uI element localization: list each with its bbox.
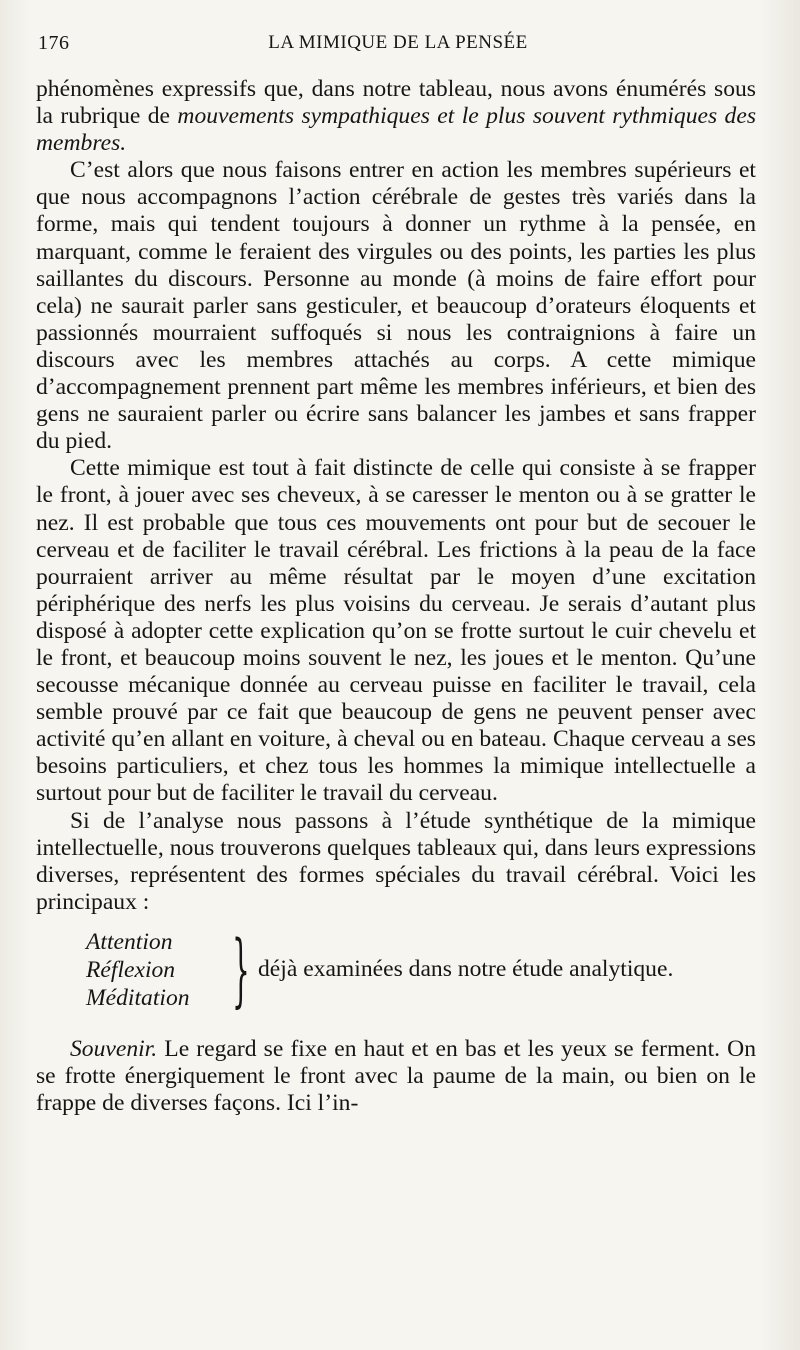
page-number: 176 bbox=[38, 32, 70, 54]
paragraph-5-italic: Souvenir. bbox=[70, 1035, 158, 1062]
faculties-items bbox=[86, 928, 190, 1012]
paragraph-1 bbox=[36, 76, 756, 157]
running-head bbox=[38, 32, 758, 60]
list-note: déjà examinées dans notre étude analytique. bbox=[258, 955, 674, 982]
paragraph-1-text: phénomènes expressifs que, dans notre tableau, nous avons énumérés sous la rubrique de bbox=[36, 76, 756, 130]
paragraph-1-italic: mouvements sympathiques et le plus souvent rythmiques des membres. bbox=[36, 103, 757, 157]
running-title: LA MIMIQUE DE LA PENSÉE bbox=[268, 32, 528, 53]
list-item-attention: Attention bbox=[86, 928, 173, 955]
list-item-reflexion: Réflexion bbox=[86, 956, 176, 983]
paragraph-3: Cette mimique est tout à fait distincte de celle qui consiste à se frapper le front, à jouer avec ses cheveux, à se caresser le menton ou à se gratter le nez. Il est probable que tous ces mouvements ont pour but de secouer le cerveau et de faciliter le travail cérébral. Les frictions à la peau de la face pourraient arriver au même résultat par le moyen d’une excitation périphérique des nerfs les plus voisins du cerveau. Je serais d’autant plus disposé à adopter cette explication qu’on se frotte surtout le cuir chevelu et le front, et beaucoup moins souvent le nez, les joues et le menton. Qu’une secousse mécanique donnée au cerveau puisse en faciliter le travail, cela semble prouvé par ce fait que beaucoup de gens ne peuvent penser avec activité qu’en allant en voiture, à cheval ou en bateau. Chaque cerveau a ses besoins particuliers, et chez tous les hommes la mimique intellectuelle a surtout pour but de faciliter le travail du cerveau. bbox=[36, 455, 756, 807]
faculties-list bbox=[36, 922, 756, 1020]
paragraph-5 bbox=[36, 1036, 756, 1117]
list-item-meditation: Méditation bbox=[86, 984, 190, 1011]
paragraph-5-text: Le regard se fixe en haut et en bas et les yeux se ferment. On se frotte énergiquement le front avec la paume de la main, ou bien on le frappe de diverses façons. Ici l’in- bbox=[36, 1035, 756, 1117]
right-brace: } bbox=[232, 922, 250, 1016]
body-text bbox=[36, 76, 756, 1117]
paragraph-4: Si de l’analyse nous passons à l’étude synthétique de la mimique intellectuelle, nous trouverons quelques tableaux qui, dans leurs expressions diverses, représentent des formes spéciales du travail cérébral. Voici les principaux : bbox=[36, 807, 756, 915]
paragraph-2: C’est alors que nous faisons entrer en action les membres supérieurs et que nous accompagnons l’action cérébrale de gestes très variés dans la forme, mais qui tendent toujours à donner un rythme à la pensée, en marquant, comme le feraient des virgules ou des points, les parties les plus saillantes du discours. Personne au monde (à moins de faire effort pour cela) ne saurait parler sans gesticuler, et beaucoup d’orateurs éloquents et passionnés mourraient suffoqués si nous les contraignions à faire un discours avec les membres attachés au corps. A cette mimique d’accompagnement prennent part même les membres inférieurs, et bien des gens ne sauraient parler ou écrire sans balancer les jambes et sans frapper du pied. bbox=[36, 157, 756, 455]
